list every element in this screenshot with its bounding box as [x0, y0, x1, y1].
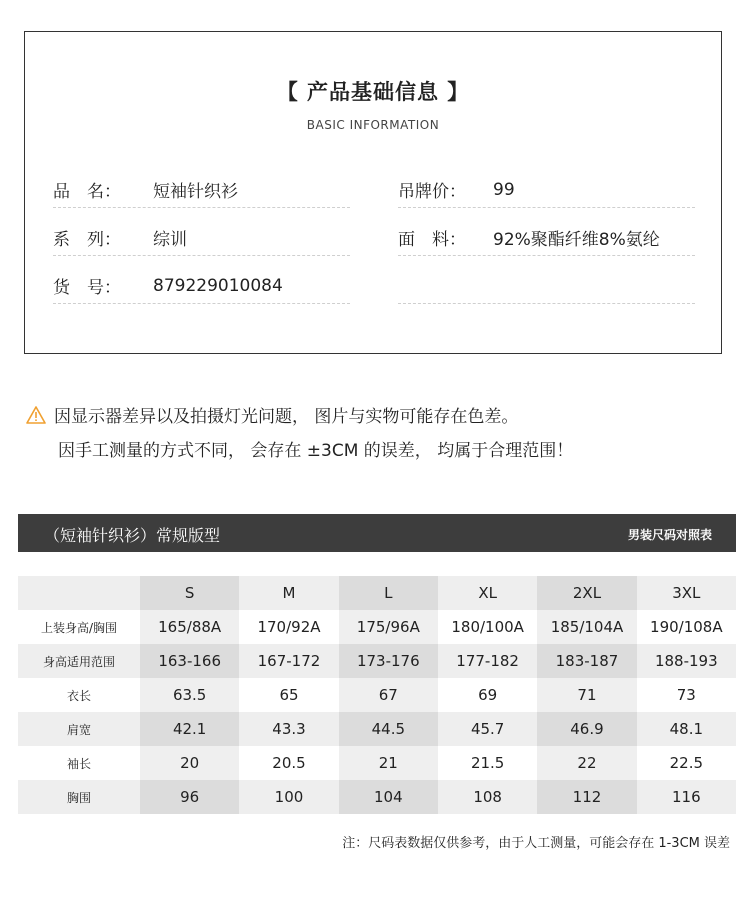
table-cell: 73	[637, 678, 736, 712]
size-table	[18, 576, 736, 814]
table-cell: 48.1	[637, 712, 736, 746]
field-series	[53, 220, 350, 256]
table-cell: 63.5	[140, 678, 239, 712]
notice-text-1: 因显示器差异以及拍摄灯光问题， 图片与实物可能存在色差。	[54, 407, 519, 427]
table-cell: 180/100A	[438, 610, 537, 644]
field-value: 92%聚酯纤维8%氨纶	[493, 230, 660, 250]
color-notice	[26, 400, 573, 468]
warning-icon	[26, 406, 46, 424]
table-cell: 21.5	[438, 746, 537, 780]
field-label: 品 名：	[53, 182, 121, 202]
row-label: 肩宽	[18, 712, 140, 746]
table-cell: 20	[140, 746, 239, 780]
field-empty	[398, 268, 695, 304]
size-col-header: L	[339, 576, 438, 610]
table-row	[18, 746, 736, 780]
size-chart-link[interactable]: 男装尺码对照表	[627, 528, 712, 542]
field-tag-price	[398, 172, 695, 208]
table-cell: 185/104A	[537, 610, 636, 644]
size-col-header: 3XL	[637, 576, 736, 610]
table-cell: 112	[537, 780, 636, 814]
row-label: 身高适用范围	[18, 644, 140, 678]
table-cell: 163-166	[140, 644, 239, 678]
table-cell: 21	[339, 746, 438, 780]
table-cell: 167-172	[239, 644, 338, 678]
table-cell: 22.5	[637, 746, 736, 780]
notice-text-2: 因手工测量的方式不同， 会存在 ±3CM 的误差， 均属于合理范围！	[58, 441, 574, 461]
field-label: 吊牌价：	[398, 182, 466, 202]
table-cell: 46.9	[537, 712, 636, 746]
size-col-header: XL	[438, 576, 537, 610]
size-header-row	[18, 576, 736, 610]
table-cell: 42.1	[140, 712, 239, 746]
table-cell: 67	[339, 678, 438, 712]
table-cell: 173-176	[339, 644, 438, 678]
table-row	[18, 712, 736, 746]
table-cell: 108	[438, 780, 537, 814]
size-chart-title: （短袖针织衫）常规版型	[44, 526, 221, 545]
table-cell: 165/88A	[140, 610, 239, 644]
table-row	[18, 610, 736, 644]
table-cell: 44.5	[339, 712, 438, 746]
table-cell: 22	[537, 746, 636, 780]
table-cell: 183-187	[537, 644, 636, 678]
field-label: 货 号：	[53, 278, 121, 298]
size-chart-header	[18, 514, 736, 552]
table-cell: 65	[239, 678, 338, 712]
table-cell: 190/108A	[637, 610, 736, 644]
table-row	[18, 644, 736, 678]
table-cell: 177-182	[438, 644, 537, 678]
table-row	[18, 678, 736, 712]
table-cell: 20.5	[239, 746, 338, 780]
size-col-header: 2XL	[537, 576, 636, 610]
row-label: 胸围	[18, 780, 140, 814]
basic-info-panel	[24, 31, 722, 354]
table-cell: 170/92A	[239, 610, 338, 644]
field-label: 面 料：	[398, 230, 466, 250]
row-label: 上装身高/胸围	[18, 610, 140, 644]
size-chart-footnote: 注：尺码表数据仅供参考，由于人工测量，可能会存在 1-3CM 误差	[342, 836, 730, 851]
field-value: 99	[493, 179, 515, 200]
field-label: 系 列：	[53, 230, 121, 250]
size-col-header: M	[239, 576, 338, 610]
row-label: 袖长	[18, 746, 140, 780]
table-cell: 116	[637, 780, 736, 814]
table-cell: 45.7	[438, 712, 537, 746]
field-sku	[53, 268, 350, 304]
table-cell: 71	[537, 678, 636, 712]
field-value: 短袖针织衫	[153, 182, 238, 202]
info-subtitle: BASIC INFORMATION	[306, 118, 440, 132]
field-material	[398, 220, 695, 256]
table-cell: 104	[339, 780, 438, 814]
notice-line-1	[26, 400, 573, 434]
table-cell: 96	[140, 780, 239, 814]
table-cell: 188-193	[637, 644, 736, 678]
table-corner	[18, 576, 140, 610]
size-col-header: S	[140, 576, 239, 610]
table-cell: 100	[239, 780, 338, 814]
field-value: 综训	[153, 230, 187, 250]
field-value: 879229010084	[153, 275, 283, 296]
table-row	[18, 780, 736, 814]
field-product-name	[53, 172, 350, 208]
table-cell: 43.3	[239, 712, 338, 746]
row-label: 衣长	[18, 678, 140, 712]
table-cell: 69	[438, 678, 537, 712]
table-cell: 175/96A	[339, 610, 438, 644]
info-title: 【 产品基础信息 】	[276, 80, 470, 104]
